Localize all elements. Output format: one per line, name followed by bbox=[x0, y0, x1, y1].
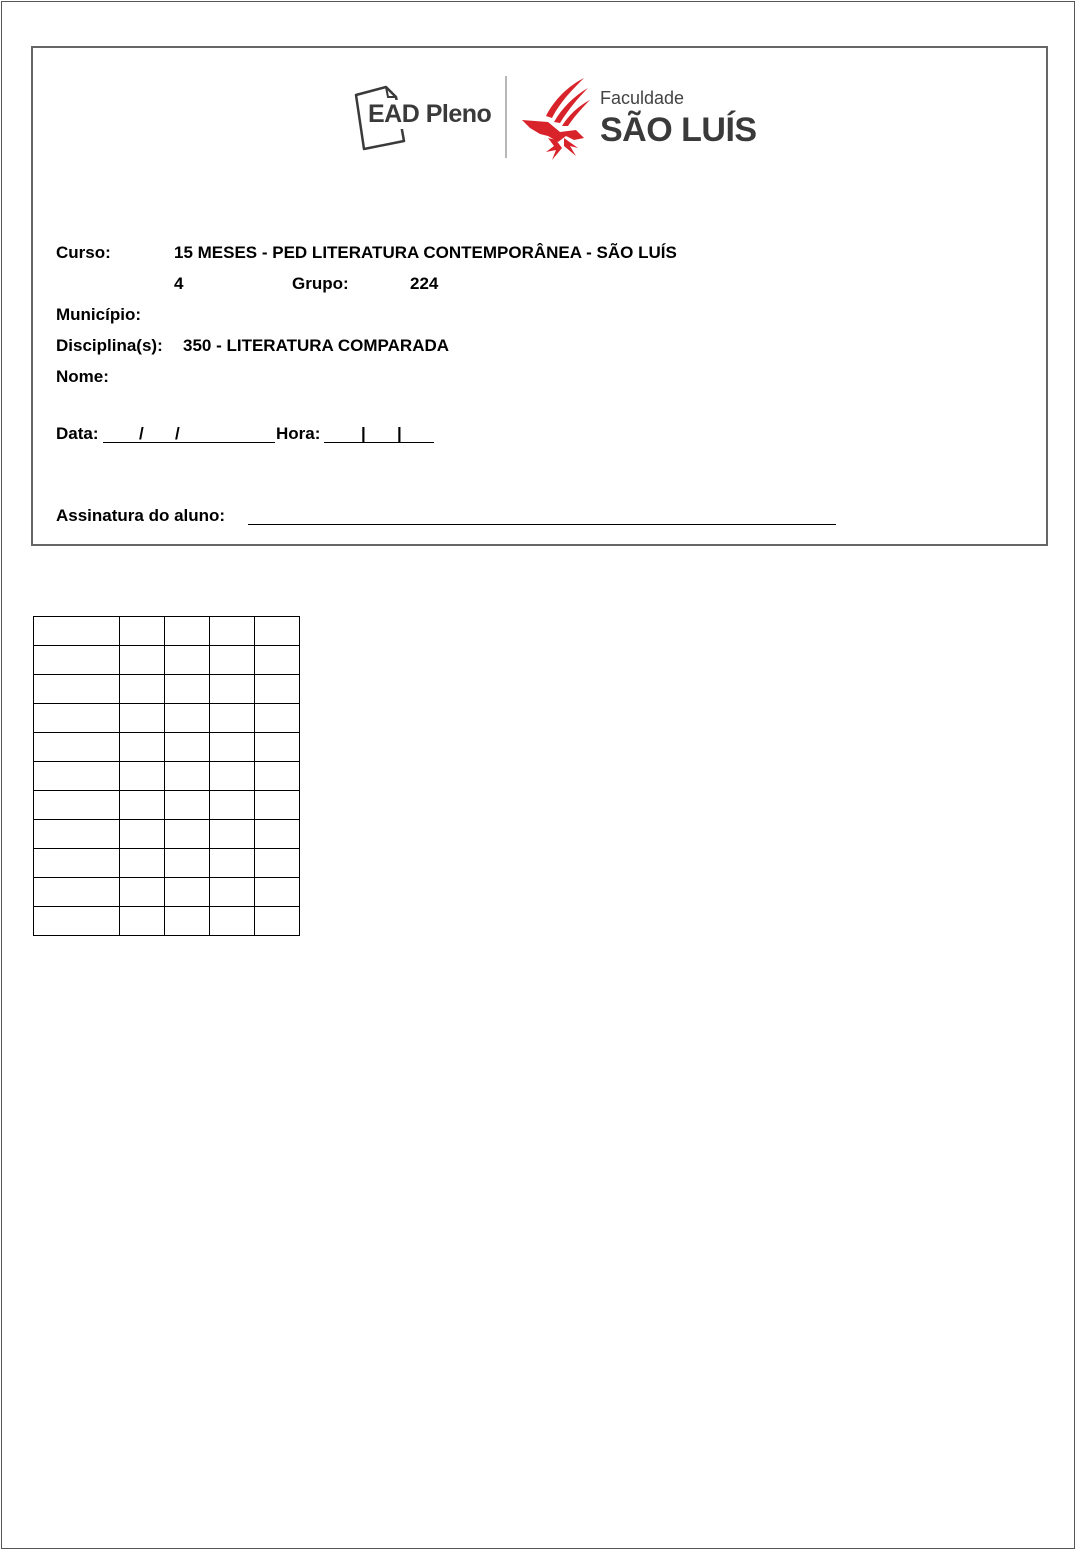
nome-label: Nome: bbox=[56, 367, 109, 386]
grid-answer-cell[interactable] bbox=[210, 820, 255, 849]
disciplina-label: Disciplina(s): bbox=[56, 336, 163, 355]
grid-answer-cell[interactable] bbox=[165, 704, 210, 733]
grid-answer-cell[interactable] bbox=[120, 878, 165, 907]
date-separator-2: / bbox=[175, 424, 180, 443]
grid-answer-cell[interactable] bbox=[255, 878, 300, 907]
grid-answer-cell[interactable] bbox=[165, 733, 210, 762]
grid-row bbox=[34, 762, 300, 791]
grid-question-cell bbox=[34, 646, 120, 675]
grid-answer-cell[interactable] bbox=[255, 791, 300, 820]
grid-row bbox=[34, 849, 300, 878]
modulo-value: 4 bbox=[174, 274, 184, 293]
grid-row bbox=[34, 733, 300, 762]
grid-row bbox=[34, 820, 300, 849]
data-label: Data: bbox=[56, 424, 99, 443]
grid-answer-cell[interactable] bbox=[255, 704, 300, 733]
grid-answer-cell[interactable] bbox=[120, 907, 165, 936]
grid-answer-cell[interactable] bbox=[120, 617, 165, 646]
hora-label: Hora: bbox=[276, 424, 321, 443]
grid-answer-cell[interactable] bbox=[210, 617, 255, 646]
answer-grid bbox=[33, 616, 300, 936]
grid-answer-cell[interactable] bbox=[120, 646, 165, 675]
grid-answer-cell[interactable] bbox=[120, 820, 165, 849]
grid-answer-cell[interactable] bbox=[165, 849, 210, 878]
grid-row bbox=[34, 617, 300, 646]
grid-question-cell bbox=[34, 617, 120, 646]
grid-row bbox=[34, 675, 300, 704]
grid-answer-cell[interactable] bbox=[255, 849, 300, 878]
grid-row bbox=[34, 878, 300, 907]
grid-question-cell bbox=[34, 878, 120, 907]
grid-answer-cell[interactable] bbox=[120, 762, 165, 791]
grid-answer-cell[interactable] bbox=[165, 675, 210, 704]
grid-row bbox=[34, 646, 300, 675]
grupo-label: Grupo: bbox=[292, 274, 349, 293]
assinatura-label: Assinatura do aluno: bbox=[56, 506, 226, 525]
grid-answer-cell[interactable] bbox=[165, 617, 210, 646]
faculdade-logo-text: Faculdade bbox=[600, 88, 685, 108]
grid-answer-cell[interactable] bbox=[165, 762, 210, 791]
grid-answer-cell[interactable] bbox=[120, 704, 165, 733]
grid-row bbox=[34, 791, 300, 820]
curso-label: Curso: bbox=[56, 243, 111, 262]
grid-question-cell bbox=[34, 820, 120, 849]
grid-answer-cell[interactable] bbox=[255, 820, 300, 849]
grid-question-cell bbox=[34, 907, 120, 936]
grid-answer-cell[interactable] bbox=[120, 791, 165, 820]
sao-luis-logo-text: SÃO LUÍS bbox=[600, 111, 757, 149]
time-underline[interactable] bbox=[324, 442, 434, 443]
grid-row bbox=[34, 704, 300, 733]
grid-question-cell bbox=[34, 733, 120, 762]
grid-question-cell bbox=[34, 849, 120, 878]
grid-answer-cell[interactable] bbox=[255, 617, 300, 646]
grid-answer-cell[interactable] bbox=[165, 791, 210, 820]
grid-answer-cell[interactable] bbox=[255, 646, 300, 675]
grid-answer-cell[interactable] bbox=[210, 878, 255, 907]
grid-answer-cell[interactable] bbox=[210, 849, 255, 878]
grid-question-cell bbox=[34, 762, 120, 791]
curso-value: 15 MESES - PED LITERATURA CONTEMPORÂNEA - SÃO LUÍS bbox=[174, 243, 677, 262]
grupo-value: 224 bbox=[410, 274, 439, 293]
grid-answer-cell[interactable] bbox=[210, 733, 255, 762]
ead-pleno-logo-text: EAD Pleno bbox=[368, 100, 492, 128]
grid-answer-cell[interactable] bbox=[165, 878, 210, 907]
grid-answer-cell[interactable] bbox=[210, 762, 255, 791]
grid-answer-cell[interactable] bbox=[210, 704, 255, 733]
date-underline[interactable] bbox=[103, 442, 275, 443]
sao-luis-bird-logo-icon bbox=[518, 76, 592, 160]
disciplina-value: 350 - LITERATURA COMPARADA bbox=[183, 336, 450, 355]
grid-answer-cell[interactable] bbox=[120, 733, 165, 762]
time-separator-1: | bbox=[361, 424, 366, 443]
grid-answer-cell[interactable] bbox=[165, 646, 210, 675]
signature-line[interactable] bbox=[248, 524, 836, 525]
time-separator-2: | bbox=[397, 424, 402, 443]
grid-question-cell bbox=[34, 791, 120, 820]
date-separator-1: / bbox=[139, 424, 144, 443]
grid-answer-cell[interactable] bbox=[165, 820, 210, 849]
grid-answer-cell[interactable] bbox=[210, 791, 255, 820]
grid-answer-cell[interactable] bbox=[165, 907, 210, 936]
grid-answer-cell[interactable] bbox=[120, 849, 165, 878]
grid-answer-cell[interactable] bbox=[210, 675, 255, 704]
grid-answer-cell[interactable] bbox=[255, 762, 300, 791]
grid-answer-cell[interactable] bbox=[120, 675, 165, 704]
grid-question-cell bbox=[34, 704, 120, 733]
logo-divider bbox=[505, 76, 507, 158]
grid-answer-cell[interactable] bbox=[255, 675, 300, 704]
grid-row bbox=[34, 907, 300, 936]
grid-answer-cell[interactable] bbox=[210, 907, 255, 936]
municipio-label: Município: bbox=[56, 305, 141, 324]
grid-answer-cell[interactable] bbox=[255, 733, 300, 762]
grid-question-cell bbox=[34, 675, 120, 704]
grid-answer-cell[interactable] bbox=[255, 907, 300, 936]
grid-answer-cell[interactable] bbox=[210, 646, 255, 675]
